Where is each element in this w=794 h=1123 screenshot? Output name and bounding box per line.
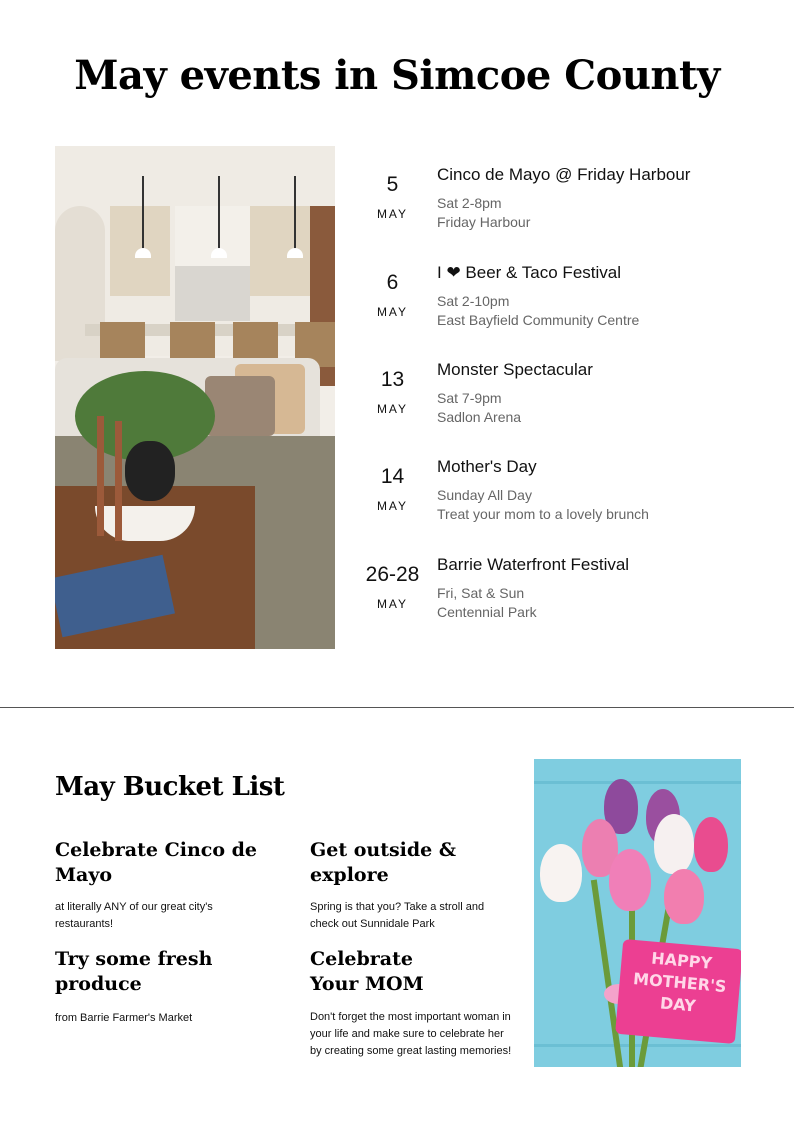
event-month: MAY <box>376 597 409 611</box>
event-location: East Bayfield Community Centre <box>437 312 640 328</box>
event-time: Sunday All Day <box>437 487 532 503</box>
bucket-item-text: at literally ANY of our great city's restaurants! <box>55 901 213 930</box>
event-day: 26-28 <box>365 563 420 586</box>
living-room-photo <box>55 146 335 649</box>
event-month: MAY <box>376 207 409 221</box>
event-day: 13 <box>380 368 405 391</box>
event-month: MAY <box>376 402 409 416</box>
event-name: Cinco de Mayo @ Friday Harbour <box>437 165 691 184</box>
event-item <box>360 263 780 353</box>
event-time: Fri, Sat & Sun <box>437 585 525 601</box>
event-time: Sat 2-8pm <box>437 195 502 211</box>
event-time: Sat 7-9pm <box>437 390 502 406</box>
event-name: Mother's Day <box>437 457 537 476</box>
tag-line: MOTHER'S <box>632 968 728 997</box>
event-location: Friday Harbour <box>437 214 531 230</box>
event-location: Sadlon Arena <box>437 409 522 425</box>
event-day: 6 <box>386 271 399 294</box>
event-month: MAY <box>376 499 409 513</box>
bucket-item-text: Spring is that you? Take a stroll and check out Sunnidale Park <box>310 901 485 930</box>
tag-line: HAPPY <box>650 948 713 973</box>
event-day: 14 <box>380 465 405 488</box>
tulips-photo <box>534 759 741 1067</box>
tag-line: DAY <box>659 993 697 1016</box>
mothers-day-tag <box>615 939 741 1044</box>
bucket-item-heading: Celebrate Cinco de Mayo <box>55 839 257 886</box>
event-name: Monster Spectacular <box>437 360 593 379</box>
event-location: Treat your mom to a lovely brunch <box>437 506 649 522</box>
event-name: I ❤ Beer & Taco Festival <box>437 263 622 282</box>
event-name: Barrie Waterfront Festival <box>437 555 630 574</box>
bucket-item-heading: Try some fresh produce <box>55 948 213 995</box>
bucket-list-title: May Bucket List <box>55 772 285 802</box>
bucket-item-text: from Barrie Farmer's Market <box>55 1012 193 1024</box>
event-item <box>360 457 780 547</box>
event-month: MAY <box>376 305 409 319</box>
event-item <box>360 165 780 255</box>
event-location: Centennial Park <box>437 604 537 620</box>
page-title: May events in Simcoe County <box>74 52 720 99</box>
bucket-item-heading: Celebrate Your MOM <box>310 948 424 995</box>
bucket-item-text: Don't forget the most important woman in your life and make sure to celebrate her by creating some great lasting memories! <box>310 1011 512 1057</box>
event-time: Sat 2-10pm <box>437 293 510 309</box>
bucket-item-heading: Get outside & explore <box>310 839 457 886</box>
event-item <box>360 360 780 450</box>
event-item <box>360 555 780 645</box>
event-day: 5 <box>386 173 399 196</box>
section-divider <box>0 707 794 708</box>
